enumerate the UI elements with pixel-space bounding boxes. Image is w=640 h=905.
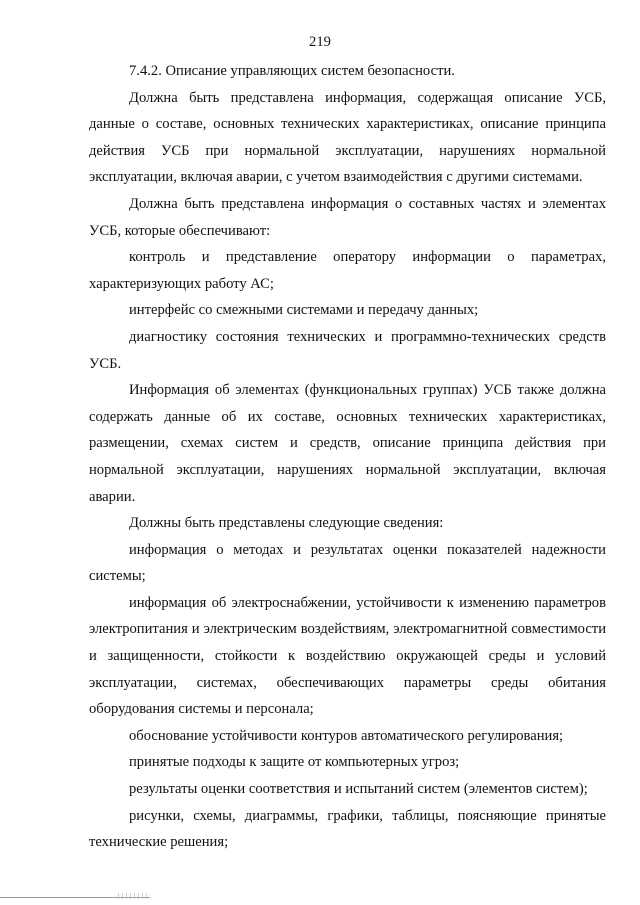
document-body: [89, 58, 606, 856]
paragraph: Должна быть представлена информация, содержащая описание УСБ, данные о составе, основных технических характеристиках, описание принципа действия УСБ при нормальной эксплуатации, нарушениях нормальной эксплуатации, включая аварии, с учетом взаимодействия с другими системами.: [89, 89, 606, 186]
list-item: результаты оценки соответствия и испытаний систем (элементов систем);: [129, 781, 588, 798]
paragraph: Должны быть представлены следующие сведения:: [129, 515, 444, 532]
list-item: информация об электроснабжении, устойчивости к изменению параметров электропитания и электрическим воздействиям, электромагнитной совместимости и защищенности, стойкости к воздействию окружающей среды и условий эксплуатации, системах, обеспечивающих параметры среды обитания оборудования системы и персонала;: [89, 594, 606, 718]
list-item: контроль и представление оператору информации о параметрах, характеризующих работу АС;: [89, 249, 606, 292]
list-item: информация о методах и результатах оценки показателей надежности системы;: [89, 541, 606, 585]
list-item: диагностику состояния технических и программно-технических средств УСБ.: [89, 328, 606, 372]
paragraph: Информация об элементах (функциональных группах) УСБ также должна содержать данные об их составе, основных технических характеристиках, размещении, схемах систем и средств, описание принципа действия при нормальной эксплуатации, нарушениях нормальной эксплуатации, включая аварии.: [89, 382, 606, 505]
list-item: интерфейс со смежными системами и передачу данных;: [129, 302, 479, 319]
list-item: принятые подходы к защите от компьютерных угроз;: [129, 754, 460, 771]
section-heading: 7.4.2. Описание управляющих систем безопасности.: [129, 63, 455, 79]
page-number: 219: [309, 34, 331, 50]
list-item: обоснование устойчивости контуров автоматического регулирования;: [129, 727, 564, 744]
scan-artifact: [118, 893, 148, 899]
list-item: рисунки, схемы, диаграммы, графики, таблицы, поясняющие принятые технические решения;: [89, 807, 606, 851]
paragraph: Должна быть представлена информация о составных частях и элементах УСБ, которые обеспечивают:: [89, 195, 606, 239]
